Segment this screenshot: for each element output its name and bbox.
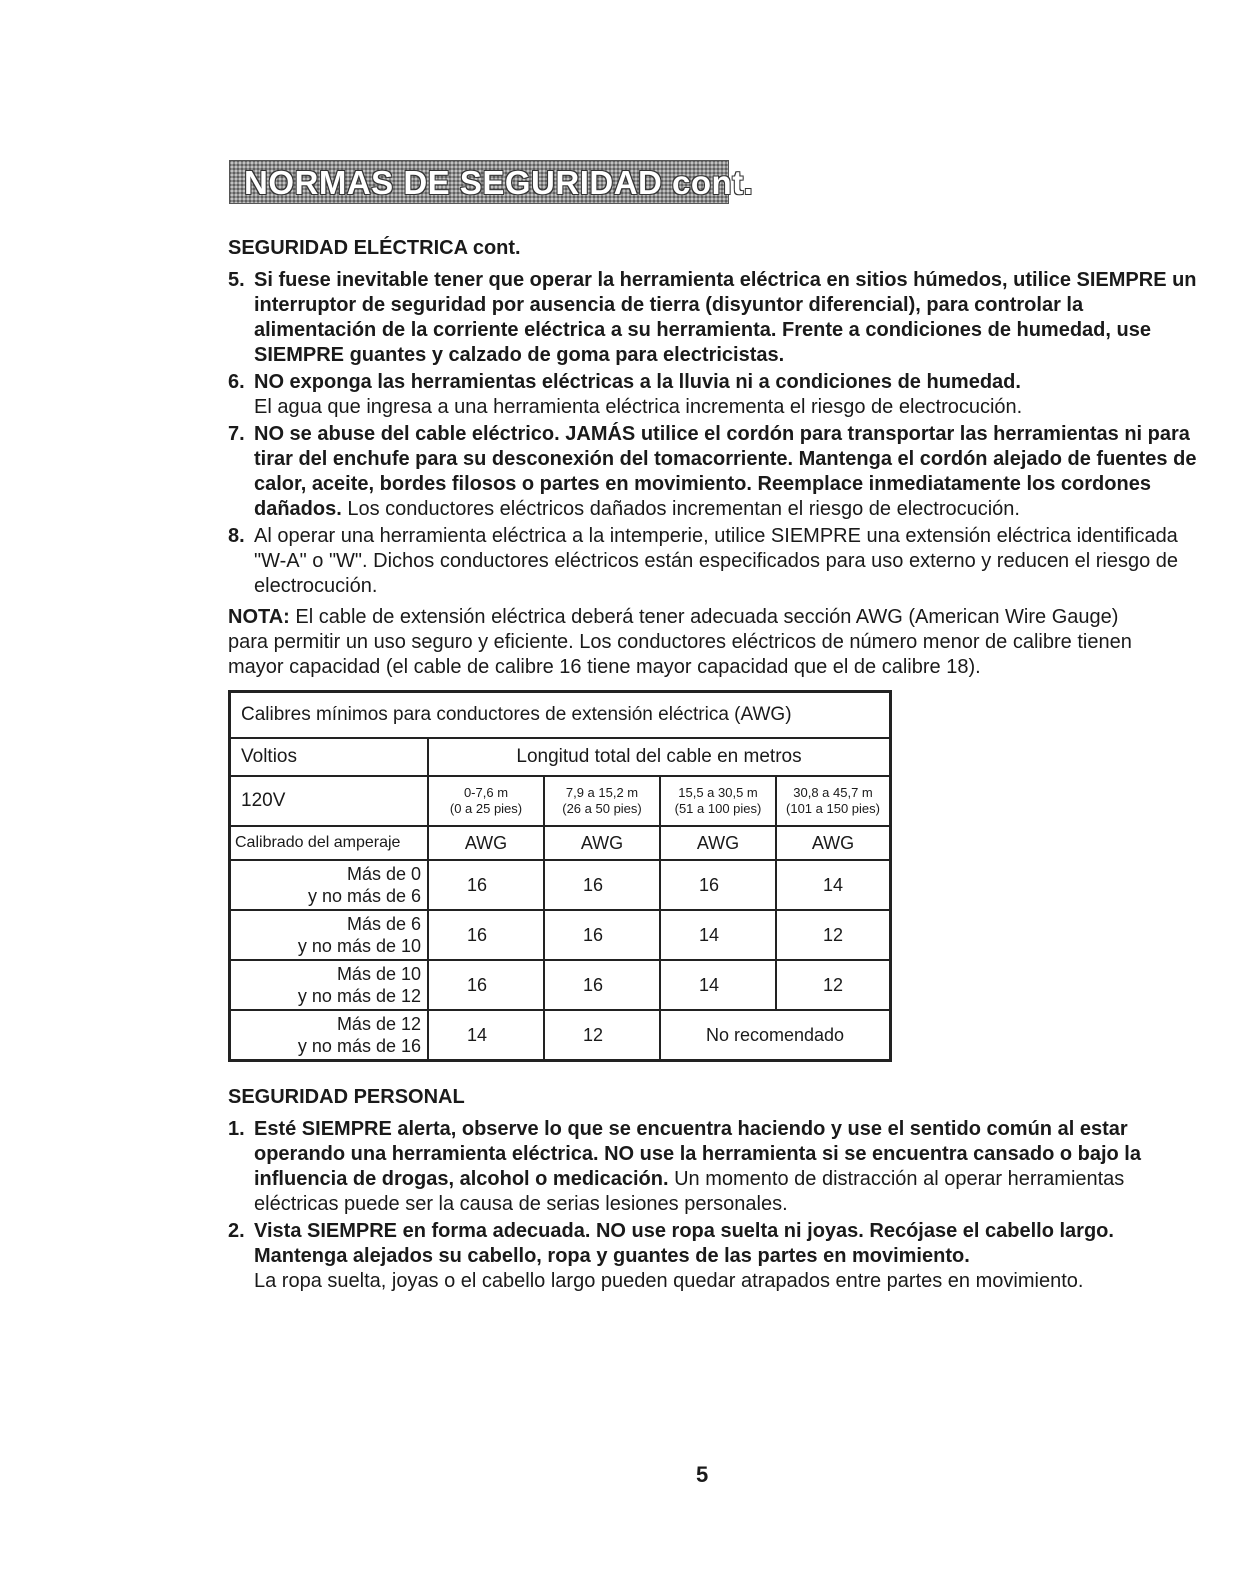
- table-row: [230, 860, 891, 910]
- note-paragraph: [228, 605, 1148, 680]
- not-recommended-cell: No recomendado: [660, 1010, 891, 1061]
- item-bold-text: Vista SIEMPRE en forma adecuada. NO use ropa suelta ni joyas. Recójase el cabello largo. Mantenga alejados su cabello, ropa y guantes de las partes en movimiento.: [254, 1220, 1114, 1267]
- list-item: [228, 268, 1198, 368]
- amp-range: Más de 0 y no más de 6: [230, 860, 429, 910]
- amp-range: Más de 10 y no más de 12: [230, 960, 429, 1010]
- awg-value: 14: [776, 860, 891, 910]
- page-content: [228, 235, 1198, 1296]
- personal-safety-title: SEGURIDAD PERSONAL: [228, 1086, 465, 1108]
- banner-title: NORMAS DE SEGURIDAD cont.: [244, 164, 754, 201]
- awg-header: AWG: [776, 826, 891, 860]
- item-text: La ropa suelta, joyas o el cabello largo pueden quedar atrapados entre partes en movimiento.: [254, 1270, 1084, 1292]
- length-range: 15,5 a 30,5 m (51 a 100 pies): [660, 776, 776, 826]
- length-range: 7,9 a 15,2 m (26 a 50 pies): [544, 776, 660, 826]
- personal-safety-list: [228, 1117, 1198, 1294]
- awg-header: AWG: [428, 826, 544, 860]
- list-item: [228, 1219, 1198, 1294]
- table-row: [230, 1010, 891, 1061]
- list-item: [228, 1117, 1198, 1217]
- awg-table: [228, 690, 892, 1062]
- table-title: Calibres mínimos para conductores de extensión eléctrica (AWG): [230, 692, 891, 739]
- length-header: Longitud total del cable en metros: [428, 738, 891, 776]
- note-text: El cable de extensión eléctrica deberá tener adecuada sección AWG (American Wire Gauge) para permitir un uso seguro y eficiente. Los conductores eléctricos de número menor de calibre tienen mayor capacidad (el cable de calibre 16 tiene mayor capacidad que el de calibre 18).: [228, 606, 1132, 678]
- awg-value: 16: [544, 910, 660, 960]
- awg-value: 12: [776, 960, 891, 1010]
- awg-value: 14: [660, 960, 776, 1010]
- table-row: [230, 960, 891, 1010]
- item-text: Los conductores eléctricos dañados incrementan el riesgo de electrocución.: [347, 498, 1020, 520]
- awg-value: 16: [428, 860, 544, 910]
- note-label: NOTA:: [228, 606, 290, 628]
- awg-value: 16: [544, 860, 660, 910]
- amp-range: Más de 12 y no más de 16: [230, 1010, 429, 1061]
- awg-value: 12: [544, 1010, 660, 1061]
- length-range: 30,8 a 45,7 m (101 a 150 pies): [776, 776, 891, 826]
- awg-value: 16: [544, 960, 660, 1010]
- item-bold-text: NO se abuse del cable eléctrico. JAMÁS utilice el cordón para transportar las herramientas ni para tirar del enchufe para su desconexión del tomacorriente. Mantenga el cordón alejado de fuentes de calor, aceite, bordes filosos o partes en movimiento. Reemplace inmediatamente los cordones dañados.: [254, 423, 1197, 520]
- electrical-safety-title: SEGURIDAD ELÉCTRICA cont.: [228, 237, 521, 259]
- page-number: 5: [696, 1462, 709, 1487]
- item-text: El agua que ingresa a una herramienta eléctrica incrementa el riesgo de electrocución.: [254, 396, 1023, 418]
- amp-rating-header: Calibrado del amperaje: [230, 826, 429, 860]
- item-number: 2.: [228, 1220, 245, 1242]
- awg-header: AWG: [660, 826, 776, 860]
- awg-value: 14: [660, 910, 776, 960]
- item-text: Al operar una herramienta eléctrica a la intemperie, utilice SIEMPRE una extensión eléctrica identificada "W-A" o "W". Dichos conductores eléctricos están especificados para uso externo y reducen el riesgo de electrocución.: [254, 525, 1179, 597]
- list-item: [228, 370, 1198, 420]
- section-banner: [229, 160, 754, 204]
- list-item: [228, 524, 1198, 599]
- list-item: [228, 422, 1198, 522]
- item-bold-text: Si fuese inevitable tener que operar la herramienta eléctrica en sitios húmedos, utilice SIEMPRE un interruptor de seguridad por ausencia de tierra (disyuntor diferencial), para controlar la alimentación de la corriente eléctrica a su herramienta. Frente a condiciones de humedad, use SIEMPRE guantes y calzado de goma para electricistas.: [254, 269, 1197, 366]
- item-text: Un momento de distracción al operar herramientas eléctricas puede ser la causa de serias lesiones personales.: [254, 1168, 1125, 1215]
- item-bold-text: NO exponga las herramientas eléctricas a la lluvia ni a condiciones de humedad.: [254, 371, 1021, 393]
- awg-value: 14: [428, 1010, 544, 1061]
- awg-value: 16: [428, 910, 544, 960]
- item-number: 5.: [228, 269, 245, 291]
- personal-safety-section: [228, 1084, 1198, 1294]
- table-row: [230, 910, 891, 960]
- item-number: 6.: [228, 371, 245, 393]
- amp-range: Más de 6 y no más de 10: [230, 910, 429, 960]
- awg-header: AWG: [544, 826, 660, 860]
- item-bold-text: Esté SIEMPRE alerta, observe lo que se encuentra haciendo y use el sentido común al estar operando una herramienta eléctrica. NO use la herramienta si se encuentra cansado o bajo la influencia de drogas, alcohol o medicación.: [254, 1118, 1141, 1190]
- volts-header: Voltios: [230, 738, 429, 776]
- voltage-value: 120V: [230, 776, 429, 826]
- electrical-safety-list: [228, 268, 1198, 599]
- awg-value: 16: [428, 960, 544, 1010]
- awg-value: 16: [660, 860, 776, 910]
- length-range: 0-7,6 m (0 a 25 pies): [428, 776, 544, 826]
- item-number: 1.: [228, 1118, 245, 1140]
- awg-value: 12: [776, 910, 891, 960]
- item-number: 7.: [228, 423, 245, 445]
- item-number: 8.: [228, 525, 245, 547]
